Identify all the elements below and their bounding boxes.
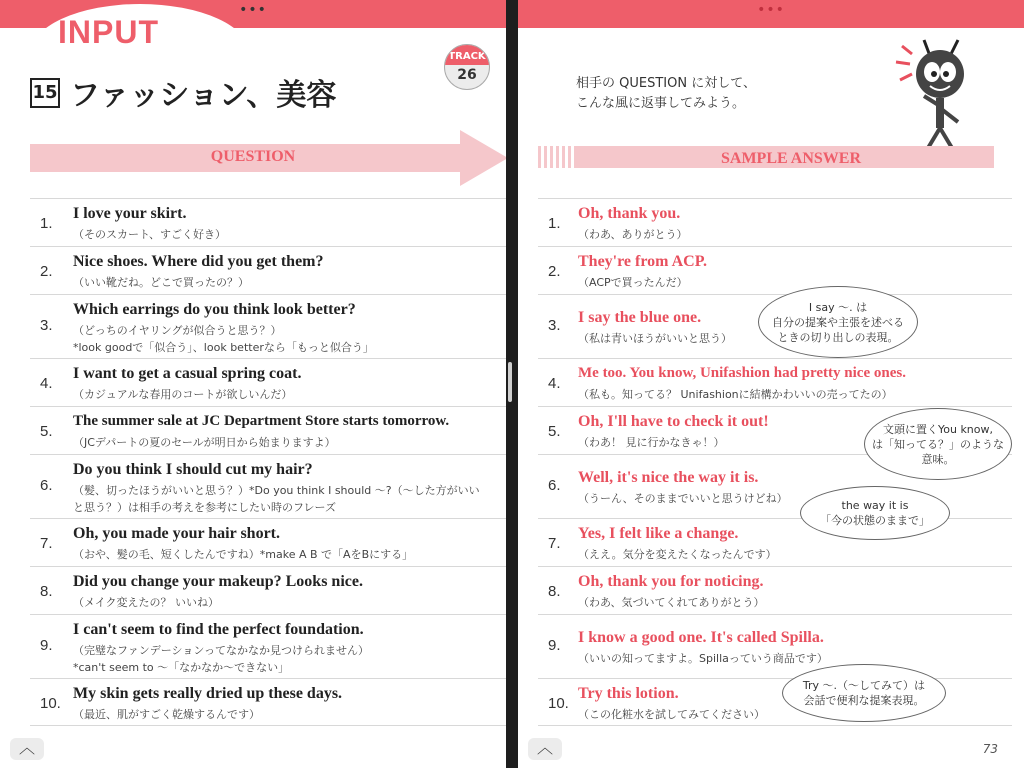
chevron-up-button[interactable]: ︿ [528, 738, 562, 760]
answer-english: Try this lotion. [578, 685, 679, 702]
answer-english: Yes, I felt like a change. [578, 525, 739, 542]
answer-japanese: （わあ、気づいてくれてありがとう） [578, 596, 765, 609]
question-row [30, 406, 506, 454]
answer-row [538, 614, 1012, 678]
bubble-text: 意味。 [921, 452, 955, 466]
intro-line-1: 相手の QUESTION に対して、 [576, 76, 756, 91]
speech-bubble [800, 486, 950, 540]
question-row [30, 358, 506, 406]
item-number: 1. [548, 215, 561, 232]
bubble-text: 文頭に置くYou know, [882, 422, 994, 436]
left-page [0, 0, 506, 768]
answer-english: I know a good one. It's called Spilla. [578, 629, 824, 646]
question-band-label: QUESTION [210, 148, 296, 165]
track-label: TRACK [445, 45, 489, 65]
answer-japanese: （わあ！ 見に行かなきゃ！） [578, 436, 725, 449]
question-row [30, 614, 506, 678]
item-number: 10. [548, 695, 569, 712]
bubble-text: は「知ってる？」のような [872, 437, 1004, 451]
question-english: Oh, you made your hair short. [73, 525, 280, 542]
page-divider-handle[interactable] [508, 362, 512, 402]
section-tag: INPUT [58, 14, 159, 50]
answer-english: I say the blue one. [578, 309, 702, 326]
right-page [518, 0, 1024, 768]
question-note: *can't seem to ～「なかなか～できない」 [73, 661, 290, 674]
bubble-text: ときの切り出しの表現。 [777, 330, 899, 344]
question-japanese: （いい靴だね。どこで買ったの？） [73, 276, 249, 289]
answer-japanese: （私は青いほうがいいと思う） [578, 332, 732, 345]
intro-line-2: こんな風に返事してみよう。 [576, 96, 746, 111]
question-row [30, 294, 506, 358]
answer-japanese: （いいの知ってますよ。Spillaっていう商品です） [578, 652, 828, 665]
question-japanese: （そのスカート、すごく好き） [73, 228, 227, 241]
question-row [30, 246, 506, 294]
question-row [30, 198, 506, 246]
bubble-text: 「今の状態のままで」 [820, 514, 930, 527]
answer-japanese: （わあ、ありがとう） [578, 228, 688, 241]
answer-japanese: （私も。知ってる？ Unifashionに結構かわいいの売ってたの） [578, 388, 893, 401]
answer-english: Oh, thank you for noticing. [578, 573, 764, 590]
question-japanese: （完璧なファンデーションってなかなか見つけられません） [73, 644, 370, 657]
question-japanese: （カジュアルな春用のコートが欲しいんだ） [73, 388, 293, 401]
question-english: I want to get a casual spring coat. [73, 365, 302, 382]
question-english: The summer sale at JC Department Store starts tomorrow. [73, 413, 450, 429]
item-number: 6. [40, 477, 53, 494]
bubble-text: Try ～.（～してみて）は [802, 679, 926, 692]
answer-row [538, 246, 1012, 294]
answer-japanese: （ええ。気分を変えたくなったんです） [578, 548, 777, 561]
more-options-icon[interactable]: ••• [239, 2, 267, 18]
answer-band-label: SAMPLE ANSWER [720, 150, 862, 167]
item-number: 7. [40, 535, 53, 552]
more-options-icon[interactable]: ••• [757, 2, 785, 18]
answer-english: Me too. You know, Unifashion had pretty nice ones. [578, 365, 906, 381]
item-number: 4. [548, 375, 561, 392]
question-english: Did you change your makeup? Looks nice. [73, 573, 363, 590]
intro-text [576, 74, 756, 114]
question-row [30, 678, 506, 726]
item-number: 8. [40, 583, 53, 600]
bubble-text: 自分の提案や主張を述べる [772, 315, 904, 329]
question-japanese: （おや、髪の毛、短くしたんですね）*make A B で「AをBにする」 [73, 548, 414, 561]
lesson-title: ファッション、美容 [70, 78, 337, 113]
item-number: 1. [40, 215, 53, 232]
question-english: I can't seem to find the perfect foundation. [73, 621, 364, 638]
answer-english: They're from ACP. [578, 253, 708, 270]
lesson-number: 15 [30, 78, 60, 108]
answer-japanese: （うーん、そのままでいいと思うけどね） [578, 492, 788, 505]
question-english: Do you think I should cut my hair? [73, 461, 313, 478]
item-number: 7. [548, 535, 561, 552]
question-japanese: （メイク変えたの？ いいね） [73, 596, 220, 609]
speech-bubble [782, 664, 946, 722]
item-number: 3. [40, 317, 53, 334]
track-number: 26 [457, 67, 477, 83]
bubble-text: I say ～. は [808, 300, 868, 314]
bubble-text: the way it is [841, 499, 909, 512]
item-number: 2. [40, 263, 53, 280]
answer-japanese: （ACPで買ったんだ） [578, 276, 688, 289]
chevron-up-button[interactable]: ︿ [10, 738, 44, 760]
item-number: 5. [40, 423, 53, 440]
answer-row [538, 198, 1012, 246]
question-row [30, 518, 506, 566]
item-number: 9. [40, 637, 53, 654]
bubble-text: 会話で便利な提案表現。 [803, 694, 925, 707]
answer-english: Oh, thank you. [578, 205, 681, 222]
speech-bubble [758, 286, 918, 358]
item-number: 2. [548, 263, 561, 280]
item-number: 8. [548, 583, 561, 600]
item-number: 9. [548, 637, 561, 654]
answer-english: Well, it's nice the way it is. [578, 469, 759, 486]
question-list [30, 198, 506, 726]
question-note: *look goodで「似合う」、look betterなら「もっと似合う」 [73, 341, 374, 354]
item-number: 10. [40, 695, 61, 712]
question-japanese: （どっちのイヤリングが似合うと思う？） [73, 324, 282, 337]
question-row [30, 454, 506, 518]
question-japanese: （髪、切ったほうがいいと思う？）*Do you think I should ～?（～した方がいい [73, 484, 480, 497]
speech-bubble [864, 408, 1012, 480]
item-number: 3. [548, 317, 561, 334]
question-english: Nice shoes. Where did you get them? [73, 253, 324, 270]
item-number: 4. [40, 375, 53, 392]
item-number: 6. [548, 477, 561, 494]
answer-english: Oh, I'll have to check it out! [578, 413, 769, 430]
answer-row [538, 566, 1012, 614]
answer-row [538, 358, 1012, 406]
question-note: と思う？）は相手の考えを参考にしたい時のフレーズ [73, 501, 337, 514]
question-japanese: （JCデパートの夏のセールが明日から始まりますよ） [73, 436, 336, 449]
question-row [30, 566, 506, 614]
track-badge [444, 44, 490, 90]
question-english: My skin gets really dried up these days. [73, 685, 343, 702]
question-english: Which earrings do you think look better? [73, 301, 356, 318]
question-english: I love your skirt. [73, 205, 187, 222]
page-number: 73 [982, 742, 998, 756]
answer-japanese: （この化粧水を試してみてください） [578, 708, 765, 721]
item-number: 5. [548, 423, 561, 440]
question-japanese: （最近、肌がすごく乾燥するんです） [73, 708, 260, 721]
mascot-character-icon [888, 36, 998, 156]
